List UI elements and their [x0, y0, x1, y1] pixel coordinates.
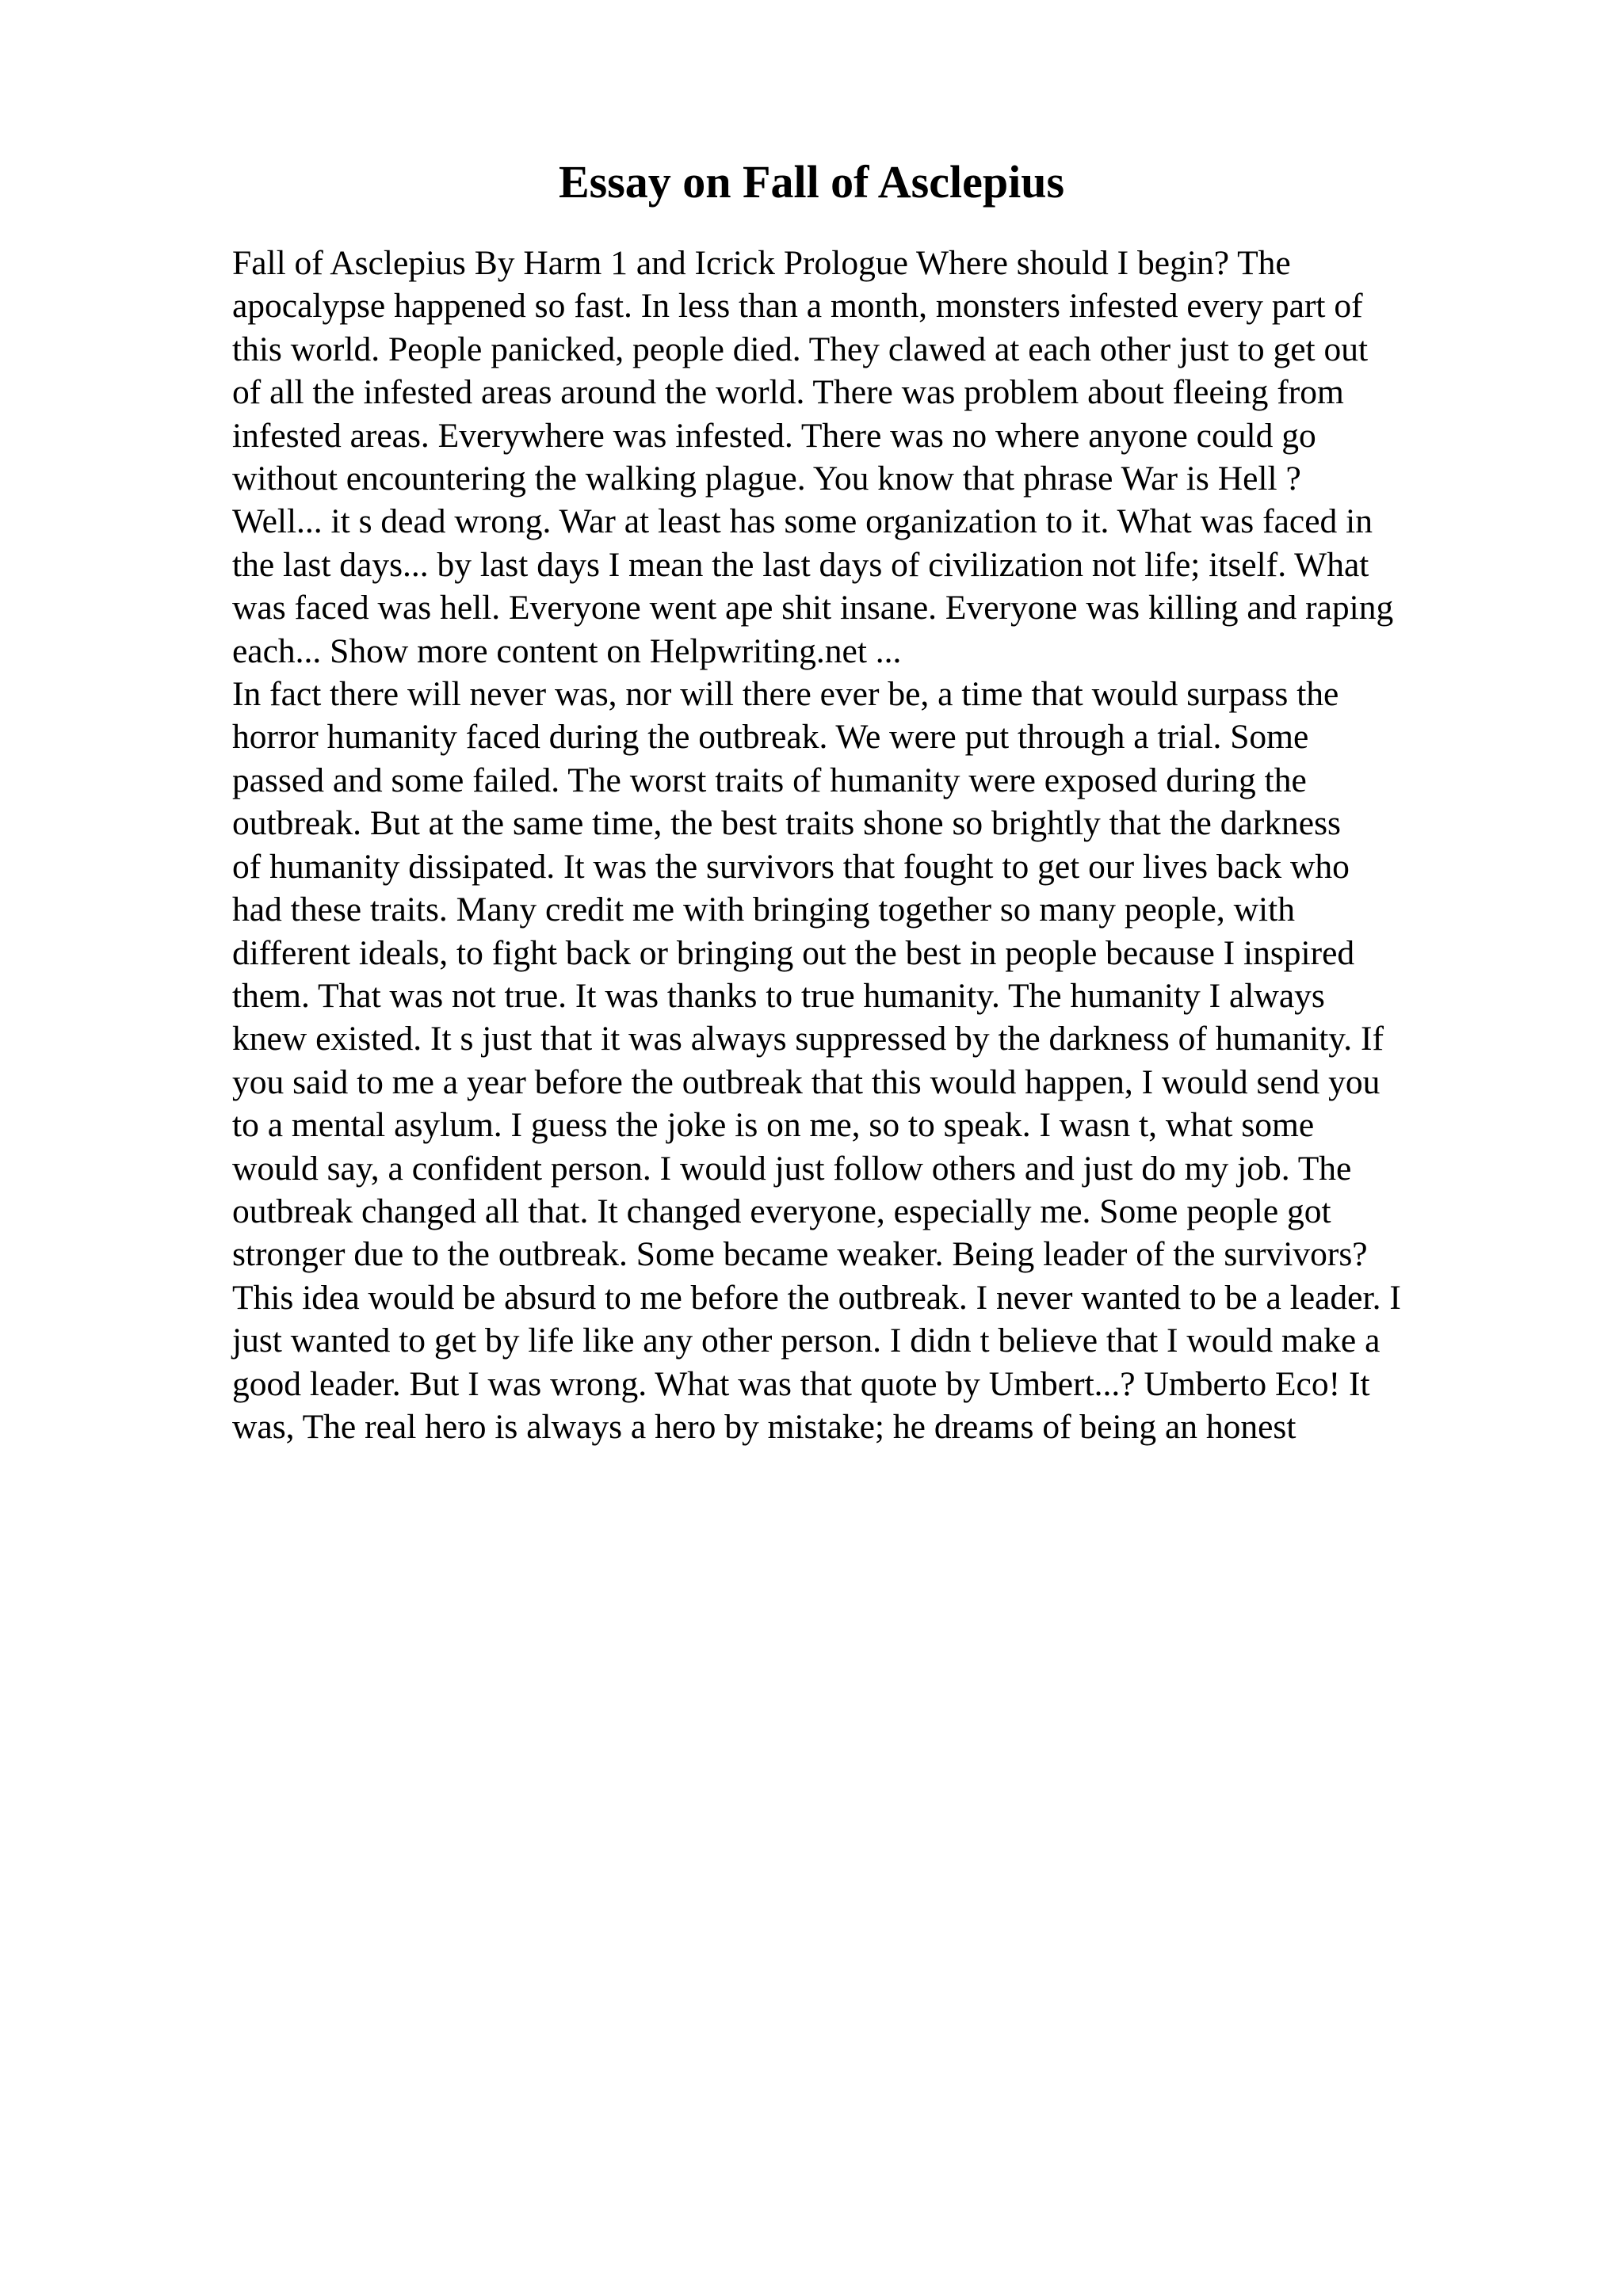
- body-line: without encountering the walking plague. You know that phrase War is Hell ?: [232, 460, 1301, 498]
- body-line: infested areas. Everywhere was infested. There was no where anyone could go: [232, 416, 1316, 455]
- document-title: Essay on Fall of Asclepius: [558, 156, 1065, 208]
- body-line: In fact there will never was, nor will there ever be, a time that would surpass the: [232, 675, 1339, 714]
- body-line: horror humanity faced during the outbreak. We were put through a trial. Some: [232, 718, 1309, 757]
- body-line: you said to me a year before the outbreak that this would happen, I would send you: [232, 1062, 1381, 1101]
- body-line: stronger due to the outbreak. Some became weaker. Being leader of the survivors?: [232, 1235, 1368, 1274]
- body-line: just wanted to get by life like any other person. I didn t believe that I would make a: [232, 1322, 1381, 1360]
- body-line: them. That was not true. It was thanks to true humanity. The humanity I always: [232, 976, 1325, 1015]
- body-line: to a mental asylum. I guess the joke is on me, so to speak. I wasn t, what some: [232, 1106, 1315, 1145]
- body-line: would say, a confident person. I would just follow others and just do my job. The: [232, 1149, 1352, 1188]
- body-line: of all the infested areas around the world. There was problem about fleeing from: [232, 373, 1344, 412]
- body-line: different ideals, to fight back or bringing out the best in people because I inspired: [232, 933, 1355, 972]
- body-line: of humanity dissipated. It was the survivors that fought to get our lives back who: [232, 847, 1350, 886]
- body-line: outbreak changed all that. It changed everyone, especially me. Some people got: [232, 1192, 1331, 1230]
- body-line: was faced was hell. Everyone went ape shit insane. Everyone was killing and raping: [232, 589, 1394, 627]
- body-line: knew existed. It s just that it was always suppressed by the darkness of humanity. If: [232, 1020, 1384, 1058]
- body-line: outbreak. But at the same time, the best traits shone so brightly that the darkness: [232, 804, 1341, 843]
- body-line: had these traits. Many credit me with bringing together so many people, with: [232, 891, 1295, 929]
- body-line: was, The real hero is always a hero by mistake; he dreams of being an honest: [232, 1407, 1296, 1446]
- body-line: each... Show more content on Helpwriting.net ...: [232, 631, 902, 670]
- document-body: [232, 242, 1500, 1448]
- body-line: apocalypse happened so fast. In less than a month, monsters infested every part of: [232, 287, 1363, 326]
- body-line: the last days... by last days I mean the last days of civilization not life; itself. What: [232, 545, 1369, 584]
- body-line: Fall of Asclepius By Harm 1 and Icrick Prologue Where should I begin? The: [232, 244, 1291, 282]
- body-line: good leader. But I was wrong. What was that quote by Umbert...? Umberto Eco! It: [232, 1364, 1370, 1403]
- body-line: Well... it s dead wrong. War at least has some organization to it. What was faced in: [232, 502, 1373, 541]
- body-line: passed and some failed. The worst traits of humanity were exposed during the: [232, 761, 1307, 799]
- body-line: This idea would be absurd to me before the outbreak. I never wanted to be a leader. I: [232, 1278, 1401, 1317]
- body-line: this world. People panicked, people died. They clawed at each other just to get out: [232, 330, 1369, 368]
